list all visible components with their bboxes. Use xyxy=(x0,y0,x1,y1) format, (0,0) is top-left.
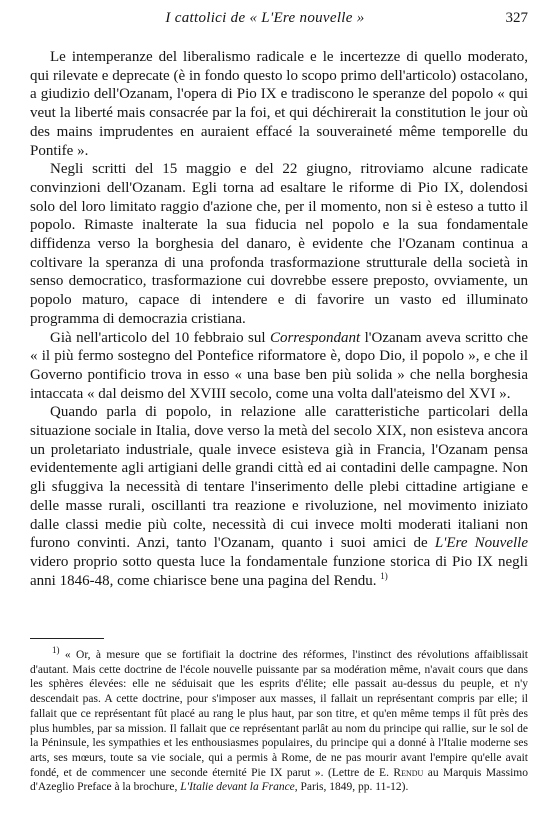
text-run: Negli scritti del 15 maggio e del 22 giugno, ritroviamo alcune radicate convinzioni dell'Ozanam. Egli torna ad esaltare le riforme di Pio IX, dolendosi solo del loro limitato raggio d'azione che, per il momento, non si è esteso a tutto il popolo. Rimaste inalterate la sua fiducia nel popolo e la sua fondamentale diffidenza verso la borghesia del danaro, è evidente che l'Ozanam continua a coltivare la speranza di una profonda trasformazione strutturale della società in senso democratico, trasformazione cui dovrebbe essere preposto, ovviamente, un popolo maturo, capace di intendere e di favorire un vasto ed illuminato programma di democrazia cristiana. xyxy=(30,161,528,327)
page-header xyxy=(30,10,528,32)
text-run: Le intemperanze del liberalismo radicale e le incertezze di quello moderato, qui rilevate e deprecate (è in fondo questo lo scopo primo dell'articolo) ostacolano, a giudizio dell'Ozanam, l'opera di Pio IX e tradiscono le speranze del popolo « qui veut la liberté mais consacrée par la foi, et qui déchirerait la constitution le jour où des mains imprudentes en auraient effacé la souveraineté même temporelle du Pontife ». xyxy=(30,49,528,159)
text-run: au Marquis Massimo d'Azeglio Preface à la brochure, xyxy=(30,766,529,794)
text-run: Quando parla di popolo, in relazione alle caratteristiche particolari della situazione sociale in Italia, dove verso la metà del secolo XIX, non esisteva ancora un proletariato industriale, quale invece esisteva già in Francia, l'Ozanam pensa evidentemente agli artigiani delle grandi città ed ai contadini delle campagne. Non gli sfuggiva la necessità di tentare l'inserimento delle plebi cittadine artigiane e delle masse rurali, oscillanti tra reazione e rivoluzione, nel movimento iniziato dalle classi medie più colte, necessità di cui invece molti moderati italiani non furono convinti. Anzi, tanto l'Ozanam, quanto i suoi amici de xyxy=(30,404,528,552)
footnote-marker: 1) xyxy=(52,645,60,656)
text-run: l'Ozanam aveva scritto che « il più fermo sostegno del Pontefice riformatore è, dopo Dio, il popolo », e che il Governo pontificio trova in esso « una base ben più solida » che nella borghesia intaccata « dal deismo del XVIII secolo, come una volta dall'ateismo del XVI ». xyxy=(30,329,528,402)
footnote-reference: 1) xyxy=(380,570,388,581)
body-paragraph xyxy=(30,48,528,160)
text-run: « Or, à mesure que se fortifiait la doctrine des réformes, l'instinct des révolutions affaiblissait d'autant. Mais cette doctrine de l'école nouvelle puissante par sa modération même, n'avait cours que dans les sphères élevées: elle ne séduisait que les esprits d'élite; elle passait au-dessus du peuple, et n'y descendait pas. A cette doctrine, pour s'imposer aux masses, il fallait un représentant compris par elle; il fallait que ce représentant fût placé au rang le plus haut, par son titre, et qu'en même temps il fût près des plus humbles, par sa mission. Il fallait que ce représentant parlât au nom du principe qui rallie, sur le sol de la Péninsule, les sympathies et les enthousiasmes populaires, du principe qui a donné à l'Italie moderne ses arts, ses mœurs, toute sa vie sociale, qui a permis à Rome, de ne pas mourir avant l'empire qu'elle avait fondé, et de commencer une seconde éternité Pie IX parut ». (Lettre de E. xyxy=(30,649,528,779)
running-title: I cattolici de « L'Ere nouvelle » xyxy=(165,10,365,26)
page-number: 327 xyxy=(505,10,528,26)
italic-text: Correspondant xyxy=(269,329,361,346)
author-name: Rendu xyxy=(393,766,424,779)
text-run: videro proprio sotto questa luce la fondamentale funzione storica di Pio IX negli anni 1846-48, come chiarisce bene una pagina del Rendu. xyxy=(30,553,528,589)
body-text xyxy=(30,48,528,590)
text-run: Già nell'articolo del 10 febbraio sul xyxy=(50,329,270,346)
body-paragraph xyxy=(30,329,528,404)
body-paragraph xyxy=(30,160,528,328)
footnote xyxy=(30,645,529,795)
body-paragraph xyxy=(30,403,528,590)
italic-text: L'Italie devant la France xyxy=(180,781,295,794)
italic-text: L'Ere Nouvelle xyxy=(434,535,528,552)
text-run: , Paris, 1849, pp. 11-12). xyxy=(294,781,409,794)
footnote-divider xyxy=(30,638,104,639)
